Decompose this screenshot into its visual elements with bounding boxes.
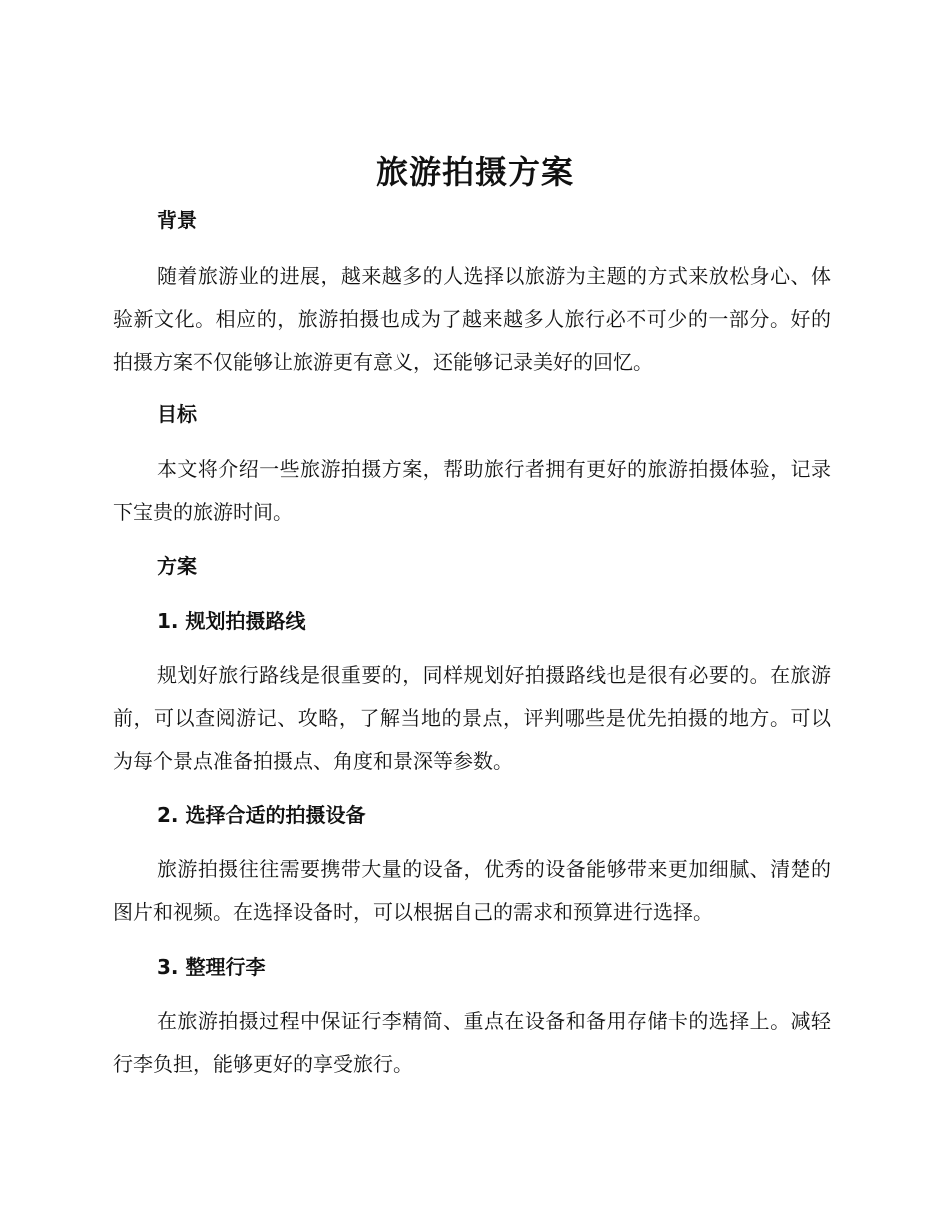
paragraph-route: 规划好旅行路线是很重要的，同样规划好拍摄路线也是很有必要的。在旅游前，可以查阅游记、攻略，了解当地的景点，评判哪些是优先拍摄的地方。可以为每个景点准备拍摄点、角度和景深等参数。 [113, 663, 831, 773]
paragraph-goal: 本文将介绍一些旅游拍摄方案，帮助旅行者拥有更好的旅游拍摄体验，记录下宝贵的旅游时间。 [113, 457, 831, 524]
section-heading-goal: 目标 [157, 402, 197, 426]
paragraph-luggage: 在旅游拍摄过程中保证行李精简、重点在设备和备用存储卡的选择上。减轻行李负担，能够更好的享受旅行。 [113, 1009, 831, 1076]
subheading-equipment: 2. 选择合适的拍摄设备 [157, 803, 366, 827]
section-heading-plan: 方案 [157, 554, 197, 578]
paragraph-equipment: 旅游拍摄往往需要携带大量的设备，优秀的设备能够带来更加细腻、清楚的图片和视频。在选择设备时，可以根据自己的需求和预算进行选择。 [113, 857, 831, 924]
document-title: 旅游拍摄方案 [375, 153, 574, 191]
paragraph-background: 随着旅游业的进展，越来越多的人选择以旅游为主题的方式来放松身心、体验新文化。相应的，旅游拍摄也成为了越来越多人旅行必不可少的一部分。好的拍摄方案不仅能够让旅游更有意义，还能够记录美好的回忆。 [113, 264, 831, 374]
section-heading-background: 背景 [157, 208, 197, 232]
subheading-luggage: 3. 整理行李 [157, 955, 266, 979]
subheading-route: 1. 规划拍摄路线 [157, 609, 306, 633]
